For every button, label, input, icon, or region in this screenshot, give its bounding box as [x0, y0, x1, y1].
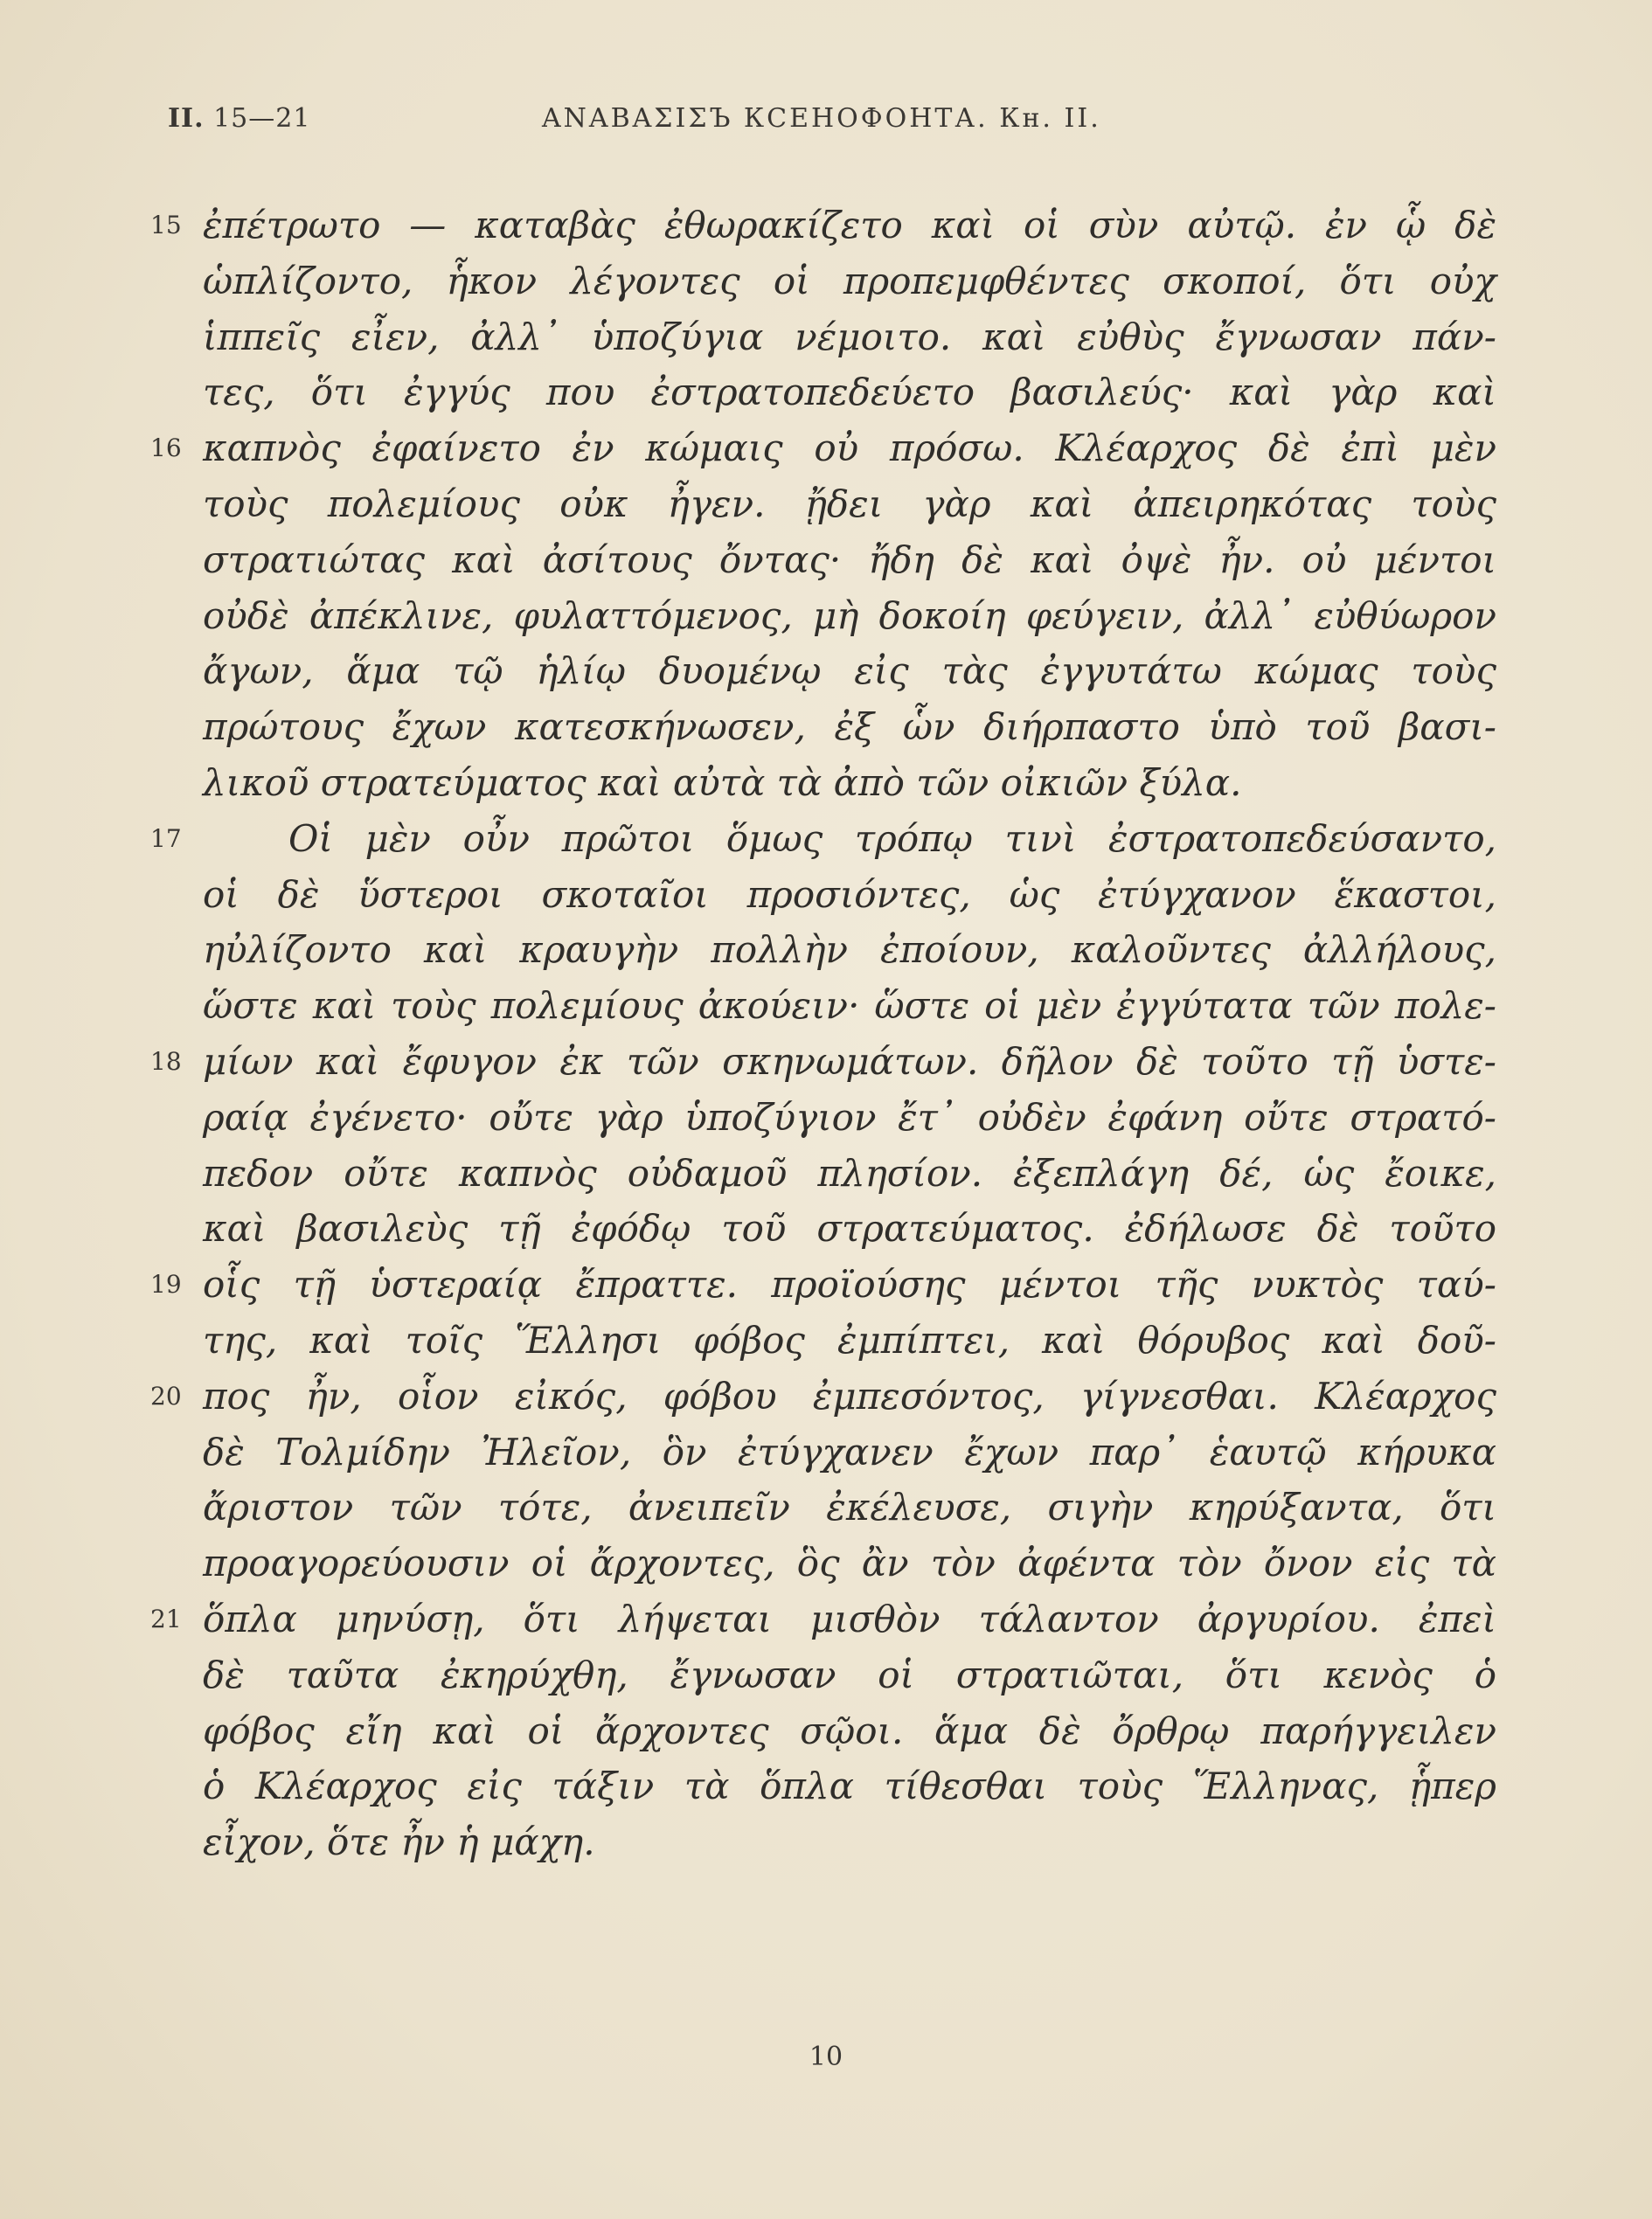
text-line — [203, 309, 1496, 365]
text-line — [203, 364, 1496, 420]
text-line — [203, 922, 1496, 978]
section-range: 15—21 — [213, 103, 311, 134]
line-text: ἐπέτρωτο — καταβὰς ἐθωρακίζετο καὶ οἱ σὺν αὐτῷ. ἐν ᾧ δὲ — [203, 204, 1496, 246]
line-text: της, καὶ τοῖς Ἕλλησι φόβος ἐμπίπτει, καὶ θόρυβος καὶ δοῦ- — [203, 1318, 1496, 1362]
line-text: φόβος εἴη καὶ οἱ ἄρχοντες σῷοι. ἅμα δὲ ὄρθρῳ παρήγγειλεν — [203, 1709, 1496, 1752]
text-line — [150, 1591, 1496, 1647]
line-text: ηὐλίζοντο καὶ κραυγὴν πολλὴν ἐποίουν, καλοῦντες ἀλλήλους, — [203, 928, 1496, 972]
greek-text-body — [150, 198, 1496, 1870]
running-title: ΑΝΑΒΑΣΙΣЪ КСЕНОФОНТА. Кн. II. — [542, 103, 1101, 134]
text-line — [203, 699, 1496, 755]
line-text: ἄριστον τῶν τότε, ἀνειπεῖν ἐκέλευσε, σιγὴν κηρύξαντα, ὅτι — [203, 1486, 1496, 1529]
text-line — [203, 532, 1496, 588]
text-line — [150, 420, 1496, 476]
text-line — [150, 1369, 1496, 1425]
text-line — [150, 1034, 1496, 1090]
section-number: 16 — [150, 433, 182, 463]
line-text: λικοῦ στρατεύματος καὶ αὐτὰ τὰ ἀπὸ τῶν οἰκιῶν ξύλα. — [203, 760, 1242, 804]
line-text: οὐδὲ ἀπέκλινε, φυλαττόμενος, μὴ δοκοίη φεύγειν, ἀλλ᾽ εὐθύωρον — [203, 593, 1496, 637]
line-text: προαγορεύουσιν οἱ ἄρχοντες, ὃς ἂν τὸν ἀφέντα τὸν ὄνον εἰς τὰ — [203, 1542, 1496, 1585]
line-text: δὲ Τολμίδην Ἠλεῖον, ὃν ἐτύγχανεν ἔχων παρ᾽ ἑαυτῷ κήρυκα — [203, 1430, 1496, 1474]
section-number: 18 — [150, 1046, 182, 1076]
text-line — [150, 198, 1496, 253]
running-header — [168, 103, 1479, 147]
section-number: 19 — [150, 1270, 182, 1300]
line-text: δὲ ταῦτα ἐκηρύχθη, ἔγνωσαν οἱ στρατιῶται, ὅτι κενὸς ὁ — [203, 1653, 1496, 1696]
line-text: Οἱ μὲν οὖν πρῶτοι ὅμως τρόπῳ τινὶ ἐστρατοπεδεύσαντο, — [288, 816, 1496, 860]
line-text: καὶ βασιλεὺς τῇ ἐφόδῳ τοῦ στρατεύματος. ἐδήλωσε δὲ τοῦτο — [203, 1207, 1496, 1251]
line-text: ὥστε καὶ τοὺς πολεμίους ἀκούειν· ὥστε οἱ μὲν ἐγγύτατα τῶν πολε- — [203, 984, 1496, 1028]
section-number: 17 — [150, 823, 182, 853]
text-line — [203, 1201, 1496, 1257]
text-line — [203, 1814, 1496, 1870]
text-line — [203, 1758, 1496, 1814]
line-text: πεδον οὔτε καπνὸς οὐδαμοῦ πλησίον. ἐξεπλάγη δέ, ὡς ἔοικε, — [203, 1151, 1496, 1195]
text-line — [203, 1146, 1496, 1202]
line-text: πος ἦν, οἷον εἰκός, φόβου ἐμπεσόντος, γίγνεσθαι. Κλέαρχος — [203, 1374, 1496, 1418]
line-text: ὡπλίζοντο, ἧκον λέγοντες οἱ προπεμφθέντες σκοποί, ὅτι οὐχ — [203, 259, 1496, 302]
section-number: 21 — [150, 1604, 182, 1633]
text-line — [203, 1536, 1496, 1591]
line-text: καπνὸς ἐφαίνετο ἐν κώμαις οὐ πρόσω. Κλέαρχος δὲ ἐπὶ μὲν — [203, 426, 1496, 470]
section-reference — [168, 103, 310, 134]
text-line — [150, 811, 1496, 867]
line-text: μίων καὶ ἔφυγον ἐκ τῶν σκηνωμάτων. δῆλον δὲ τοῦτο τῇ ὑστε- — [203, 1039, 1496, 1083]
line-text: ὅπλα μηνύσῃ, ὅτι λήψεται μισθὸν τάλαντον ἀργυρίου. ἐπεὶ — [203, 1597, 1496, 1640]
text-line — [203, 1090, 1496, 1146]
text-line — [203, 978, 1496, 1034]
line-text: οἷς τῇ ὑστεραίᾳ ἔπραττε. προϊούσης μέντοι τῆς νυκτὸς ταύ- — [203, 1263, 1496, 1307]
text-line — [203, 1703, 1496, 1759]
line-text: στρατιώτας καὶ ἀσίτους ὄντας· ἤδη δὲ καὶ ὀψὲ ἦν. οὐ μέντοι — [203, 537, 1496, 581]
text-line — [203, 253, 1496, 309]
text-line — [203, 867, 1496, 923]
line-text: ραίᾳ ἐγένετο· οὔτε γὰρ ὑποζύγιον ἔτ᾽ οὐδὲν ἐφάνη οὔτε στρατό- — [203, 1095, 1496, 1139]
line-text: ἱππεῖς εἶεν, ἀλλ᾽ ὑποζύγια νέμοιτο. καὶ εὐθὺς ἔγνωσαν πάν- — [203, 315, 1496, 358]
section-number: 20 — [150, 1381, 182, 1411]
text-line — [203, 1647, 1496, 1703]
line-text: τοὺς πολεμίους οὐκ ἦγεν. ᾔδει γὰρ καὶ ἀπειρηκότας τοὺς — [203, 482, 1496, 525]
text-line — [203, 1425, 1496, 1480]
text-line — [203, 476, 1496, 532]
line-text: ἄγων, ἅμα τῷ ἡλίῳ δυομένῳ εἰς τὰς ἐγγυτάτω κώμας τοὺς — [203, 649, 1496, 693]
section-number: 15 — [150, 211, 182, 239]
line-text: εἶχον, ὅτε ἦν ἡ μάχη. — [203, 1820, 595, 1864]
text-line — [203, 588, 1496, 644]
page-number: 10 — [809, 2042, 843, 2072]
line-text: τες, ὅτι ἐγγύς που ἐστρατοπεδεύετο βασιλεύς· καὶ γὰρ καὶ — [203, 371, 1496, 414]
text-line — [150, 1257, 1496, 1313]
line-text: πρώτους ἔχων κατεσκήνωσεν, ἐξ ὧν διήρπαστο ὑπὸ τοῦ βασι- — [203, 705, 1496, 749]
chapter-numeral: II. — [168, 103, 205, 134]
line-text: ὁ Κλέαρχος εἰς τάξιν τὰ ὅπλα τίθεσθαι τοὺς Ἕλληνας, ᾗπερ — [203, 1765, 1496, 1808]
text-line — [203, 755, 1496, 811]
line-text: οἱ δὲ ὕστεροι σκοταῖοι προσιόντες, ὡς ἐτύγχανον ἕκαστοι, — [203, 872, 1496, 916]
text-line — [203, 643, 1496, 699]
text-line — [203, 1480, 1496, 1536]
text-line — [203, 1313, 1496, 1369]
